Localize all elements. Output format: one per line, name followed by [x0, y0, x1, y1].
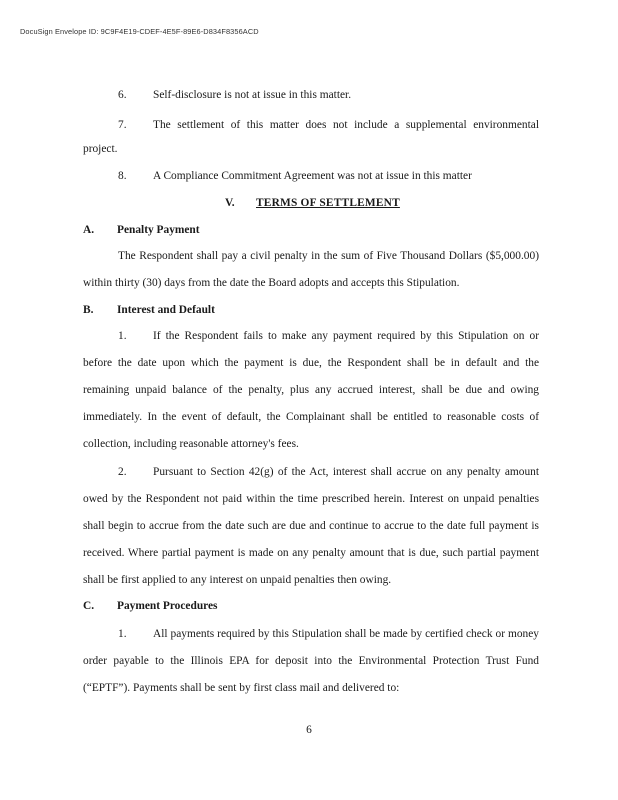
paragraph-line: (“EPTF”). Payments shall be sent by first class mail and delivered to:: [83, 682, 400, 694]
paragraph-line: If the Respondent fails to make any payment required by this Stipulation on or: [153, 330, 539, 342]
paragraph-line: collection, including reasonable attorney's fees.: [83, 438, 299, 450]
paragraph-line: owed by the Respondent not paid within the time prescribed herein. Interest on unpaid penalties: [83, 493, 539, 505]
subsection-letter: B.: [83, 304, 94, 316]
paragraph-line: Pursuant to Section 42(g) of the Act, interest shall accrue on any penalty amount: [153, 466, 539, 478]
item-number: 7.: [118, 119, 127, 131]
item-number: 8.: [118, 170, 127, 182]
paragraph-line: shall begin to accrue from the date such are due and continue to accrue to the date full payment is: [83, 520, 539, 532]
paragraph-line: shall be first applied to any interest on unpaid penalties then owing.: [83, 574, 392, 586]
section-title: TERMS OF SETTLEMENT: [256, 197, 400, 209]
section-number: V.: [225, 197, 235, 209]
docusign-envelope-id: DocuSign Envelope ID: 9C9F4E19-CDEF-4E5F-89E6-D834F8356ACD: [20, 27, 259, 36]
item-text: Self-disclosure is not at issue in this matter.: [153, 89, 352, 101]
paragraph-number: 2.: [118, 466, 127, 478]
subsection-title: Penalty Payment: [117, 224, 200, 236]
paragraph-number: 1.: [118, 628, 127, 640]
subsection-title: Payment Procedures: [117, 600, 218, 612]
paragraph-line: remaining unpaid balance of the penalty, plus any accrued interest, shall be due and owing: [83, 384, 539, 396]
subsection-letter: A.: [83, 224, 95, 236]
subsection-title: Interest and Default: [117, 304, 215, 316]
paragraph-line: before the date upon which the payment is due, the Respondent shall be in default and the: [83, 357, 539, 369]
paragraph-line: immediately. In the event of default, the Complainant shall be entitled to reasonable costs of: [83, 411, 539, 423]
item-text: A Compliance Commitment Agreement was not at issue in this matter: [153, 170, 472, 182]
paragraph-line: received. Where partial payment is made on any penalty amount that is due, such partial payment: [83, 547, 539, 559]
item-number: 6.: [118, 89, 127, 101]
paragraph-line: order payable to the Illinois EPA for deposit into the Environmental Protection Trust Fund: [83, 655, 539, 667]
subsection-letter: C.: [83, 600, 95, 612]
paragraph-line: within thirty (30) days from the date the Board adopts and accepts this Stipulation.: [83, 277, 460, 289]
paragraph-number: 1.: [118, 330, 127, 342]
item-text: The settlement of this matter does not include a supplemental environmental: [153, 119, 539, 131]
page-number: 6: [306, 724, 312, 736]
paragraph-line: The Respondent shall pay a civil penalty in the sum of Five Thousand Dollars ($5,000.00): [118, 250, 539, 262]
item-text-continuation: project.: [83, 143, 118, 155]
paragraph-line: All payments required by this Stipulation shall be made by certified check or money: [153, 628, 539, 640]
